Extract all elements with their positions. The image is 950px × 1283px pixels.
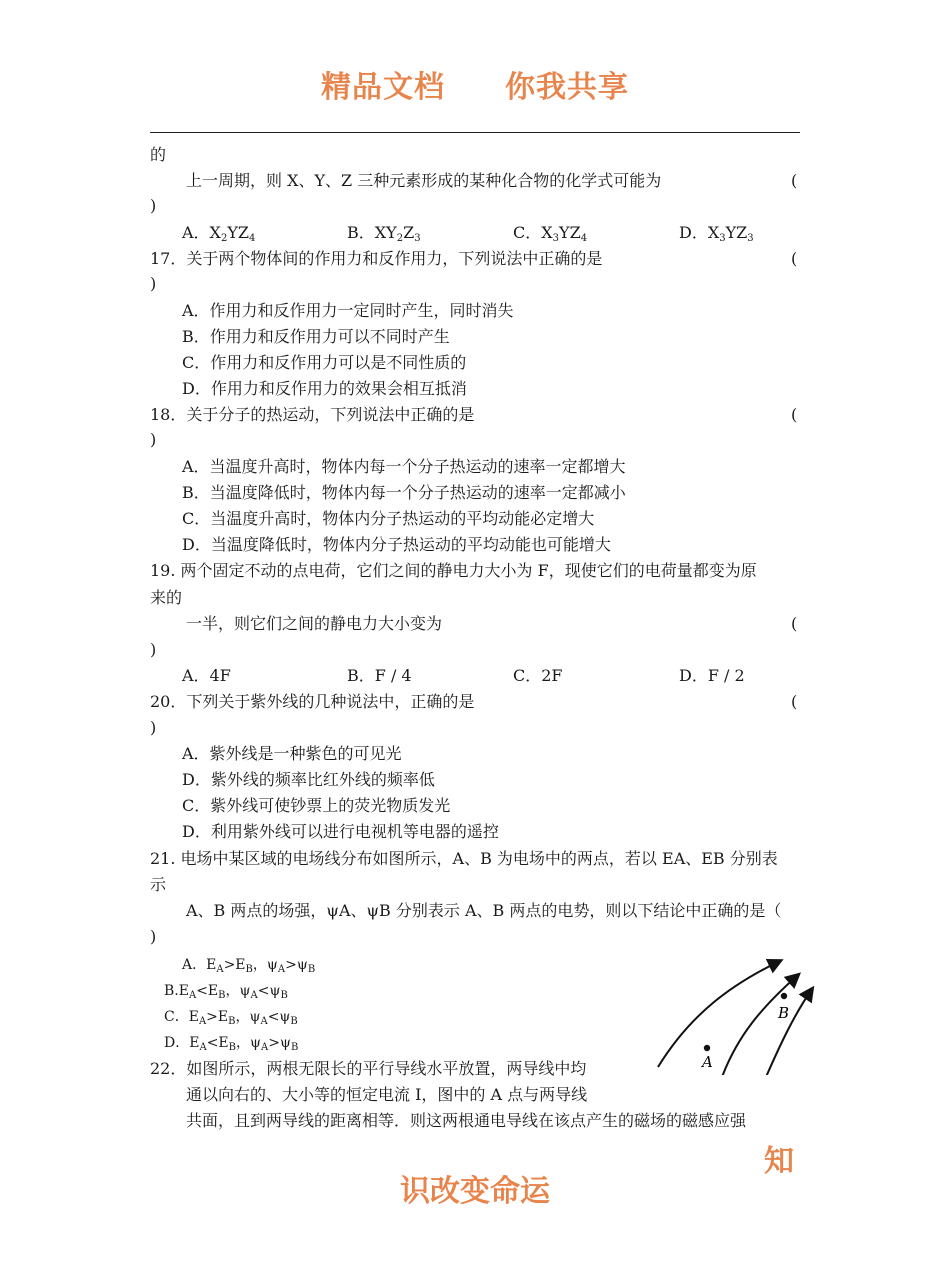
q18-option-d: D．当温度降低时，物体内分子热运动的平均动能也可能增大 <box>182 535 611 554</box>
text-line: 上一周期，则 X、Y、Z 三种元素形成的某种化合物的化学式可能为 <box>186 171 662 190</box>
q20-option-c: C．紫外线可使钞票上的荧光物质发光 <box>182 796 451 815</box>
q17-option-d: D．作用力和反作用力的效果会相互抵消 <box>182 379 467 398</box>
field-line-2 <box>722 975 798 1075</box>
q16-option-c: C．$X_3YZ_4$ <box>513 223 588 244</box>
footer-zhi: 知 <box>764 1144 794 1179</box>
q19-option-b: B．F / 4 <box>347 666 412 685</box>
question-20: 20．下列关于紫外线的几种说法中，正确的是 <box>150 692 475 711</box>
text-line: 一半，则它们之间的静电力大小变为 <box>186 614 443 633</box>
q16-option-d: D．$X_3YZ_3$ <box>679 223 754 244</box>
point-a <box>704 1045 710 1051</box>
q17-option-c: C．作用力和反作用力可以是不同性质的 <box>182 353 467 372</box>
header-rule <box>150 132 800 133</box>
paren-open: ( <box>791 614 798 633</box>
paren-close: ) <box>150 718 157 737</box>
label-a: A <box>702 1053 713 1071</box>
paren-close: ) <box>150 640 157 659</box>
q20-option-a: A．紫外线是一种紫色的可见光 <box>182 744 402 763</box>
text-line: A、B 两点的场强，ψA、ψB 分别表示 A、B 两点的电势，则以下结论中正确的是（ <box>186 901 782 920</box>
paren-close: ) <box>150 927 157 946</box>
q21-option-b: $B.E_A<E_B$，$\psi_A<\psi_B$ <box>164 983 288 1001</box>
text-line: 的 <box>150 145 167 164</box>
text-line: 通以向右的、大小等的恒定电流 I，图中的 A 点与两导线 <box>186 1085 588 1104</box>
q19-option-c: C．2F <box>513 666 563 685</box>
label-b: B <box>778 1004 790 1022</box>
paren-open: ( <box>791 692 798 711</box>
q16-option-a: A．$X_2YZ_4$ <box>182 223 256 244</box>
text-line: 示 <box>150 875 167 894</box>
q21-option-c: C．$E_A>E_B$，$\psi_A<\psi_B$ <box>164 1009 298 1027</box>
q18-option-a: A．当温度升高时，物体内每一个分子热运动的速率一定都增大 <box>182 457 626 476</box>
question-21: 21. 电场中某区域的电场线分布如图所示，A、B 为电场中的两点，若以 EA、EB 分别表 <box>150 849 778 868</box>
electric-field-diagram <box>650 955 820 1075</box>
paren-close: ) <box>150 274 157 293</box>
paren-close: ) <box>150 430 157 449</box>
text-line: 共面，且到两导线的距离相等．则这两根通电导线在该点产生的磁场的磁感应强 <box>186 1111 747 1130</box>
q17-option-a: A．作用力和反作用力一定同时产生，同时消失 <box>182 301 514 320</box>
question-17: 17．关于两个物体间的作用力和反作用力，下列说法中正确的是 <box>150 249 603 268</box>
text-line: 来的 <box>150 588 183 607</box>
page-header <box>0 62 950 106</box>
q20-option-d: D．利用紫外线可以进行电视机等电器的遥控 <box>182 822 499 841</box>
q19-option-a: A．4F <box>182 666 231 685</box>
q21-option-a: A．$E_A>E_B$，$\psi_A>\psi_B$ <box>182 957 316 975</box>
footer-slogan: 识改变命运 <box>400 1174 550 1209</box>
q19-option-d: D．F / 2 <box>679 666 745 685</box>
question-22: 22．如图所示，两根无限长的平行导线水平放置，两导线中均 <box>150 1059 587 1078</box>
question-18: 18．关于分子的热运动，下列说法中正确的是 <box>150 405 475 424</box>
header-left: 精品文档 <box>321 70 445 105</box>
q16-option-b: B．$XY_2Z_3$ <box>347 223 421 244</box>
paren-close: ) <box>150 196 157 215</box>
q21-option-d: D．$E_A<E_B$，$\psi_A>\psi_B$ <box>164 1035 299 1053</box>
q17-option-b: B．作用力和反作用力可以不同时产生 <box>182 327 450 346</box>
paren-open: ( <box>791 249 798 268</box>
paren-open: ( <box>791 171 798 190</box>
q20-option-b: D．紫外线的频率比红外线的频率低 <box>182 770 435 789</box>
field-line-3 <box>766 989 812 1075</box>
point-b <box>781 993 787 999</box>
header-right: 你我共享 <box>505 70 629 105</box>
question-19: 19. 两个固定不动的点电荷，它们之间的静电力大小为 F，现使它们的电荷量都变为原 <box>150 561 757 580</box>
q18-option-b: B．当温度降低时，物体内每一个分子热运动的速率一定都减小 <box>182 483 626 502</box>
paren-open: ( <box>791 405 798 424</box>
field-line-1 <box>658 961 780 1067</box>
q18-option-c: C．当温度升高时，物体内分子热运动的平均动能必定增大 <box>182 509 595 528</box>
